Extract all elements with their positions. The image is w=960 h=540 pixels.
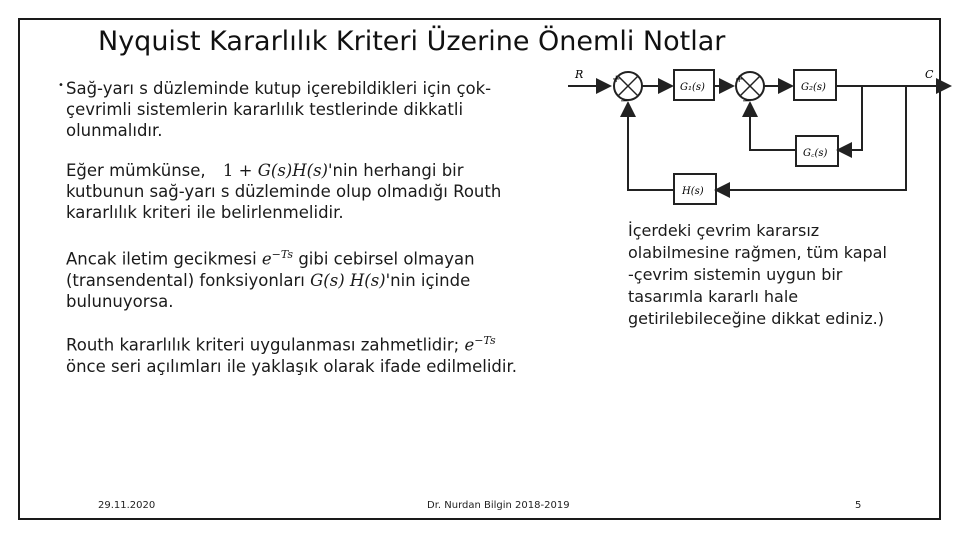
sum2-plus: + [735, 74, 744, 85]
slide-title: Nyquist Kararlılık Kriteri Üzerine Önemli Notlar [98, 26, 726, 57]
sum2-minus: − [742, 96, 751, 107]
paragraph-4-text-a: Routh kararlılık kriteri uygulanması zahmetlidir; [66, 335, 465, 355]
paragraph-3-text-b: gibi cebirsel olmayan [293, 249, 475, 269]
paragraph-4-exp-base: e [464, 335, 475, 355]
paragraph-1-line-1: Sağ-yarı s düzleminde kutup içerebildikleri için çok- [66, 79, 492, 98]
label-h: H(s) [682, 186, 704, 197]
paragraph-2-text-a: Eğer mümkünse, [66, 161, 206, 180]
diagram-note [628, 220, 928, 330]
footer-page-number: 5 [855, 500, 862, 511]
note-line-5: getirilebileceğine dikkat ediniz.) [628, 309, 885, 328]
paragraph-3-text-c: (transendental) fonksiyonları [66, 270, 311, 290]
paragraph-3-math-gh: G(s) H(s) [310, 270, 386, 290]
label-c: C [925, 68, 934, 81]
paragraph-3-text-d: 'nin içinde [385, 270, 471, 290]
paragraph-3-exp-power: −Ts [271, 248, 294, 261]
paragraph-1-line-3: olunmalıdır. [66, 121, 163, 140]
paragraph-2-math-gh: G(s)H(s) [257, 161, 328, 180]
paragraph-2-math-one: 1 + [222, 161, 258, 180]
paragraph-1-line-2: çevrimli sistemlerin kararlılık testlerinde dikkatli [66, 100, 464, 119]
footer-author: Dr. Nurdan Bilgin 2018-2019 [427, 500, 570, 511]
paragraph-3-line-3: bulunuyorsa. [66, 291, 174, 311]
note-line-1: İçerdeki çevrim kararsız [628, 221, 820, 240]
footer-date: 29.11.2020 [98, 500, 156, 511]
paragraph-2-line-2: kutbunun sağ-yarı s düzleminde olup olmadığı Routh [66, 182, 502, 201]
paragraph-3-text-a: Ancak iletim gecikmesi [66, 249, 262, 269]
label-r: R [575, 68, 584, 81]
paragraph-2-line-3: kararlılık kriteri ile belirlenmelidir. [66, 203, 344, 222]
note-line-3: -çevrim sistemin uygun bir [628, 265, 843, 284]
sum1-plus: + [612, 74, 621, 85]
note-line-2: olabilmesine rağmen, tüm kapal [628, 243, 887, 262]
sum1-minus: − [620, 96, 629, 107]
paragraph-2-text-b: 'nin herhangi bir [327, 161, 464, 180]
label-g1: G₁(s) [680, 82, 705, 93]
note-line-4: tasarımla kararlı hale [628, 287, 799, 306]
paragraph-4-line-2: önce seri açılımları ile yaklaşık olarak ifade edilmelidir. [66, 356, 517, 376]
label-g2: G₂(s) [801, 82, 826, 93]
paragraph-3-exp-base: e [261, 249, 272, 269]
paragraph-4-exp-power: −Ts [474, 334, 496, 347]
label-gc: G꜀(s) [803, 148, 828, 159]
bullet-marker: • [58, 80, 64, 91]
